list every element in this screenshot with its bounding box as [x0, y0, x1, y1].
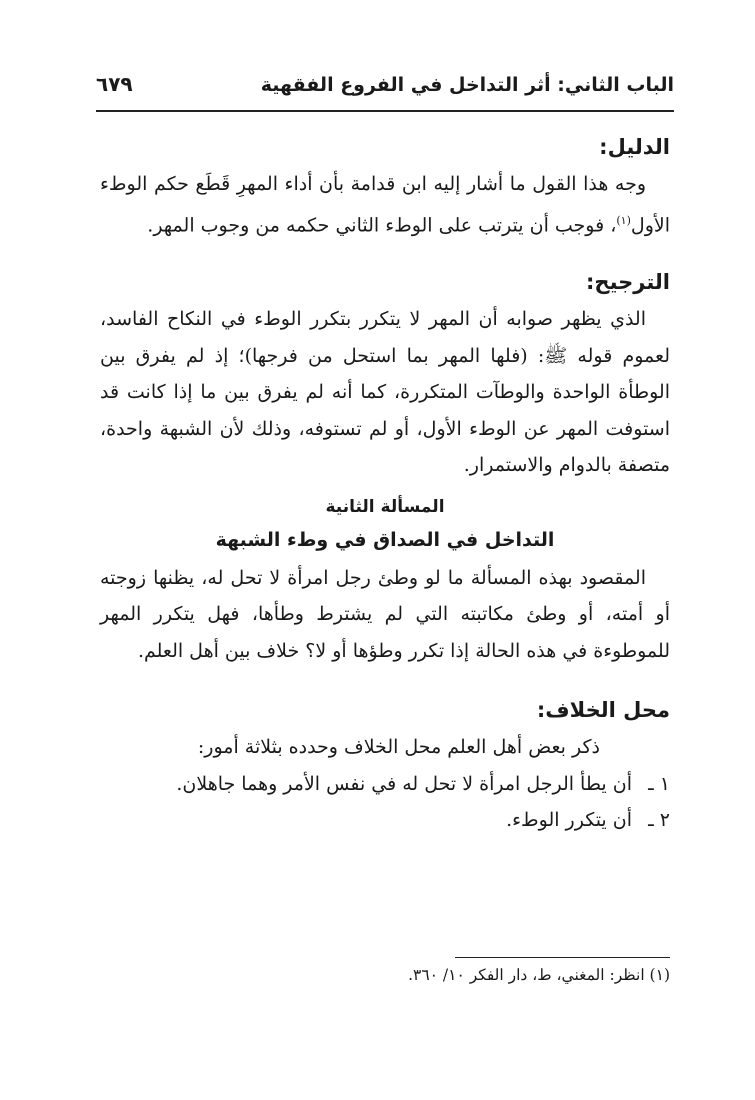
running-header — [96, 66, 674, 112]
list-item — [100, 766, 670, 803]
mahal-intro: ذكر بعض أهل العلم محل الخلاف وحدده بثلاثة أمور: — [197, 736, 600, 759]
page-body — [100, 128, 670, 839]
tarjih-paragraph: الذي يظهر صوابه أن المهر لا يتكرر بتكرر الوطء في النكاح الفاسد، لعموم قوله ﷺ: (فلها المهر بما استحل من فرجها)؛ إذ لم يفرق بين الوطأة الواحدة والوطآت المتكررة، كما أنه لم يفرق بين ما إذا كانت قد استوفت المهر عن الوطء الأول، أو لم تستوفه، وذلك لأن الشبهة واحدة، متصفة بالدوام والاستمرار. — [100, 308, 670, 477]
dalil-text-part1: وجه هذا القول ما أشار إليه ابن قدامة بأن أداء المهرِ قَطَع حكم الوطء الأول — [100, 173, 670, 236]
section-paragraph: المقصود بهذه المسألة ما لو وطئ رجل امرأة لا تحل له، يظنها زوجته أو أمته، أو وطئ مكاتبته التي لم يشترط وطأها، فهل يتكرر المهر للموطوءة في هذه الحالة إذا تكرر وطؤها أو لا؟ خلاف بين أهل العلم. — [100, 566, 670, 662]
list-item-text: أن يتكرر الوطء. — [506, 809, 632, 832]
list-item-number: ١ ـ — [648, 772, 670, 795]
list-item-number: ٢ ـ — [648, 809, 670, 832]
list-item — [100, 802, 670, 839]
section-title: المسألة الثانية — [325, 496, 445, 517]
dalil-text-part2: ، فوجب أن يترتب على الوطء الثاني حكمه من وجوب المهر. — [147, 213, 617, 236]
page-number: ٦٧٩ — [96, 72, 133, 96]
footnote: (١) انظر: المغني، ط، دار الفكر ١٠/ ٣٦٠. — [408, 966, 670, 984]
mahal-heading: محل الخلاف: — [536, 698, 670, 723]
footnote-ref: (١) — [616, 213, 631, 227]
chapter-title: الباب الثاني: أثر التداخل في الفروع الفقهية — [260, 74, 674, 96]
dalil-heading: الدليل: — [599, 135, 670, 159]
list-item-text: أن يطأ الرجل امرأة لا تحل له في نفس الأمر وهما جاهلان. — [176, 772, 632, 795]
dalil-paragraph — [100, 166, 670, 243]
section-subtitle: التداخل في الصداق في وطء الشبهة — [215, 528, 555, 551]
tarjih-heading: الترجيح: — [586, 270, 670, 295]
footnote-divider — [455, 957, 670, 958]
